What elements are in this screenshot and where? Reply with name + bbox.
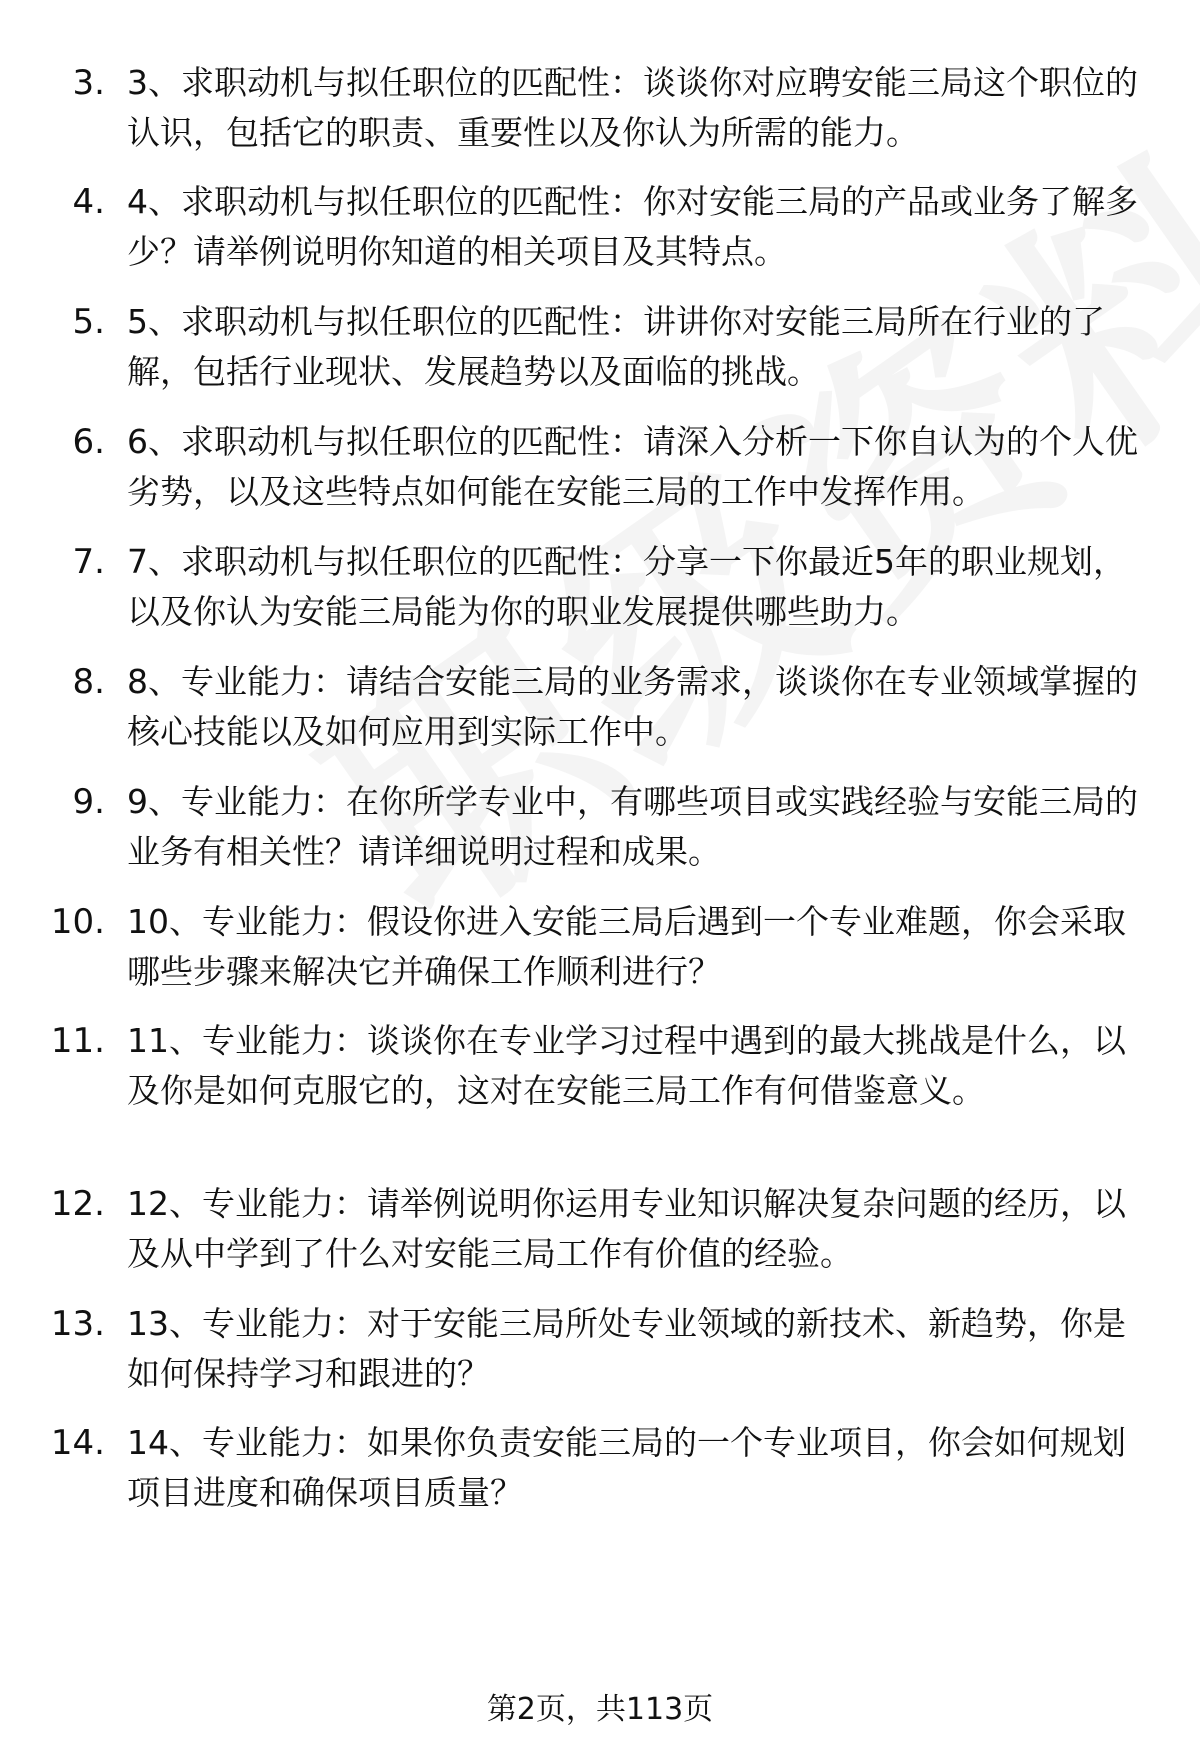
item-number: 3.: [72, 63, 105, 103]
item-text: 4、求职动机与拟任职位的匹配性：你对安能三局的产品或业务了解多少？请举例说明你知道的相关项目及其特点。: [127, 182, 1138, 271]
list-item: [0, 897, 1200, 1016]
item-text: 12、专业能力：请举例说明你运用专业知识解决复杂问题的经历，以及从中学到了什么对安能三局工作有价值的经验。: [127, 1184, 1126, 1273]
item-text: 10、专业能力：假设你进入安能三局后遇到一个专业难题，你会采取哪些步骤来解决它并确保工作顺利进行？: [127, 902, 1126, 991]
list-item: [0, 657, 1200, 777]
item-text: 3、求职动机与拟任职位的匹配性：谈谈你对应聘安能三局这个职位的认识，包括它的职责、重要性以及你认为所需的能力。: [127, 63, 1138, 152]
item-number: 14.: [50, 1423, 105, 1463]
item-number: 6.: [72, 422, 105, 462]
question-list: [0, 58, 1200, 1528]
item-number: 13.: [50, 1304, 105, 1344]
list-item: [0, 1016, 1200, 1179]
list-item: [0, 297, 1200, 417]
list-item: [0, 777, 1200, 897]
item-text: 14、专业能力：如果你负责安能三局的一个专业项目，你会如何规划项目进度和确保项目质量？: [127, 1423, 1126, 1512]
list-item: [0, 177, 1200, 297]
list-item: [0, 58, 1200, 177]
item-text: 11、专业能力：谈谈你在专业学习过程中遇到的最大挑战是什么，以及你是如何克服它的，这对在安能三局工作有何借鉴意义。: [127, 1021, 1126, 1110]
item-number: 5.: [72, 302, 105, 342]
item-number: 12.: [50, 1184, 105, 1224]
item-text: 6、求职动机与拟任职位的匹配性：请深入分析一下你自认为的个人优劣势，以及这些特点如何能在安能三局的工作中发挥作用。: [127, 422, 1138, 511]
item-text: 7、求职动机与拟任职位的匹配性：分享一下你最近5年的职业规划，以及你认为安能三局能为你的职业发展提供哪些助力。: [127, 542, 1126, 631]
item-text: 9、专业能力：在你所学专业中，有哪些项目或实践经验与安能三局的业务有相关性？请详细说明过程和成果。: [127, 782, 1138, 871]
item-text: 5、求职动机与拟任职位的匹配性：讲讲你对安能三局所在行业的了解，包括行业现状、发展趋势以及面临的挑战。: [127, 302, 1105, 391]
item-number: 7.: [72, 542, 105, 582]
list-item: [0, 1299, 1200, 1418]
item-text: 13、专业能力：对于安能三局所处专业领域的新技术、新趋势，你是如何保持学习和跟进的？: [127, 1304, 1126, 1393]
item-number: 10.: [50, 902, 105, 942]
list-item: [0, 417, 1200, 537]
list-item: [0, 1418, 1200, 1528]
item-number: 8.: [72, 662, 105, 702]
item-number: 4.: [72, 182, 105, 222]
item-number: 11.: [50, 1021, 105, 1061]
list-item: [0, 537, 1200, 657]
page-footer: 第2页，共113页: [486, 1692, 714, 1727]
list-item: [0, 1179, 1200, 1299]
item-text: 8、专业能力：请结合安能三局的业务需求，谈谈你在专业领域掌握的核心技能以及如何应用到实际工作中。: [127, 662, 1138, 751]
item-number: 9.: [72, 782, 105, 822]
